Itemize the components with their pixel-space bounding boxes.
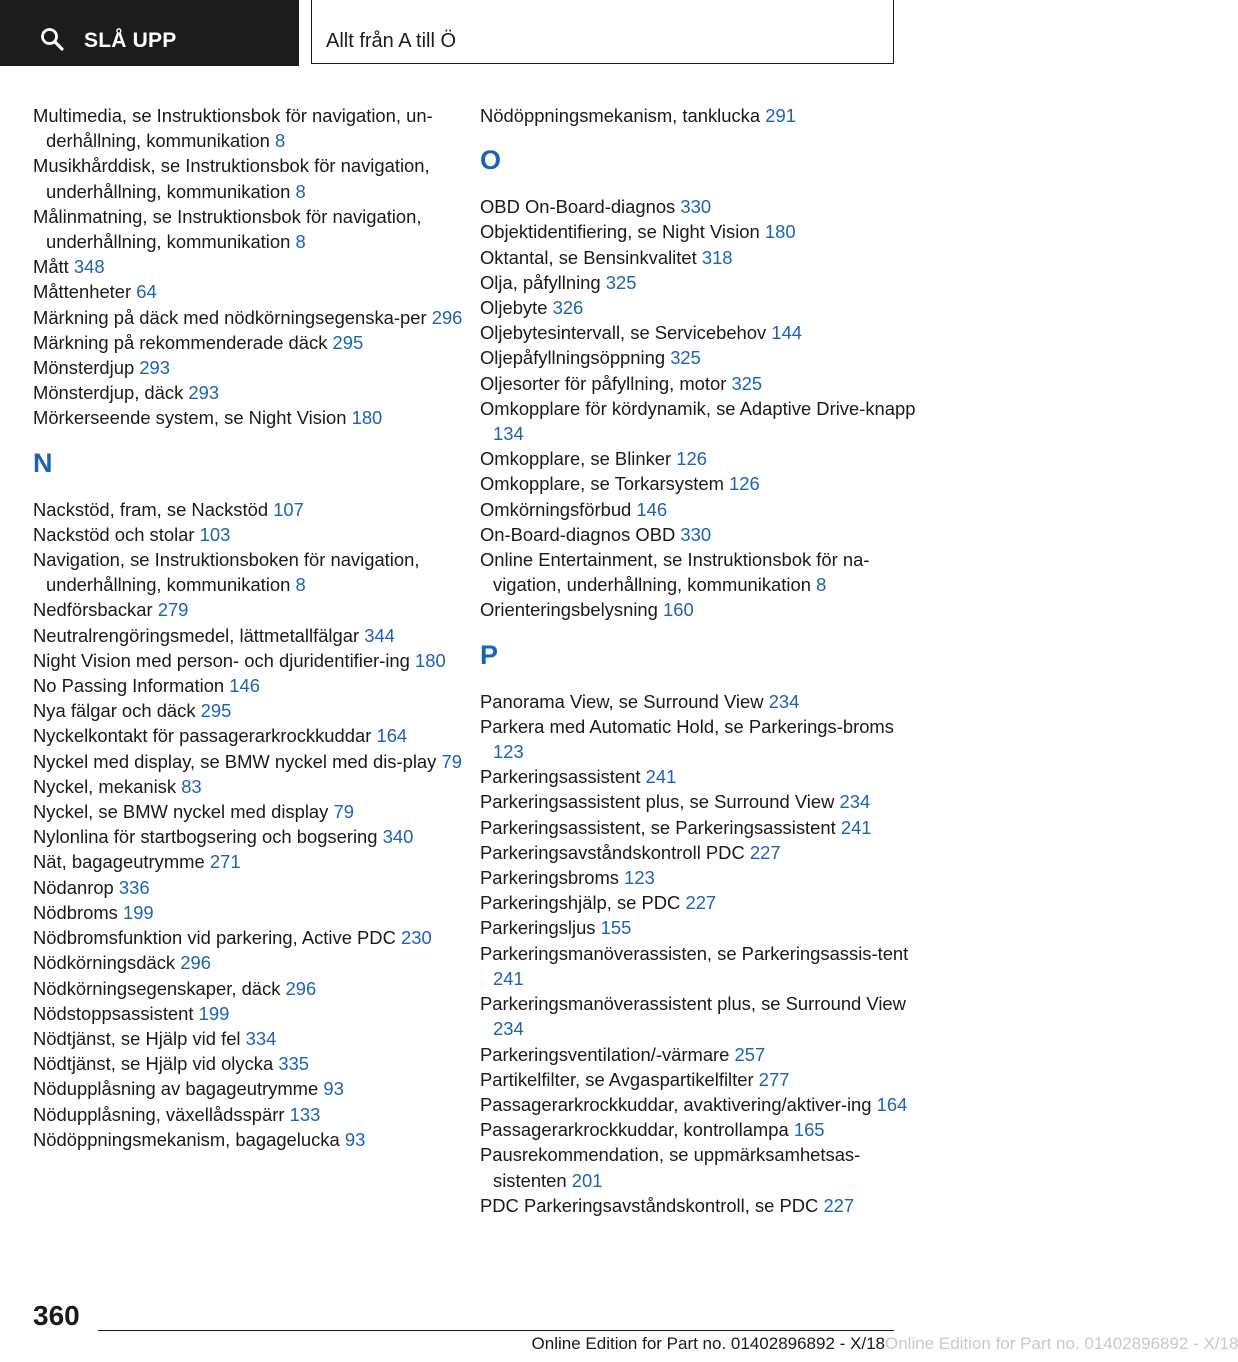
index-entry — [33, 355, 473, 380]
index-entry — [33, 1102, 473, 1127]
index-entry — [480, 764, 920, 789]
index-entry-text: Nödtjänst, se Hjälp vid fel — [33, 1027, 241, 1049]
index-entry — [33, 254, 473, 279]
watermark-text: Online Edition for Part no. 01402896892 - X/18 — [885, 1334, 1238, 1353]
section-letter: N — [33, 447, 53, 478]
page-link[interactable]: 146 — [636, 498, 668, 520]
index-entry — [33, 648, 473, 673]
index-entry-text: Parkeringsmanöverassisten, se Parkeringsassis‐tent — [480, 942, 909, 964]
index-entry — [480, 103, 920, 128]
search-button-label: SLÅ UPP — [84, 29, 177, 52]
index-entry-text: Nödkörningsegenskaper, däck — [33, 977, 281, 999]
index-entry-text: No Passing Information — [33, 675, 225, 697]
page-link[interactable]: 340 — [382, 826, 414, 848]
page-title: Allt från A till Ö — [326, 30, 457, 52]
index-entry-text: Passagerarkrockkuddar, kontrollampa — [480, 1119, 789, 1141]
index-entry — [480, 1193, 920, 1218]
index-entry-text: On-Board-diagnos OBD — [480, 523, 676, 545]
index-entry-text: Partikelfilter, se Avgaspartikelfilter — [480, 1068, 754, 1090]
index-entry-text: Parkeringsmanöverassistent plus, se Surround View — [480, 993, 906, 1015]
page-link[interactable]: 296 — [431, 306, 463, 328]
page-link[interactable]: 293 — [188, 382, 220, 404]
index-entry — [480, 840, 920, 865]
index-entry — [480, 991, 920, 1041]
page-link[interactable]: 330 — [680, 196, 712, 218]
index-entry — [480, 547, 920, 597]
page-link[interactable]: 241 — [493, 967, 524, 989]
index-entry-text: Parkeringsassistent — [480, 766, 641, 788]
index-entry — [33, 305, 473, 330]
index-entry — [480, 1142, 920, 1192]
index-entry-text: Oljepåfyllningsöppning — [480, 347, 666, 369]
index-entry — [480, 714, 920, 764]
page-link[interactable]: 144 — [771, 322, 803, 344]
page-link[interactable]: 180 — [415, 649, 446, 671]
footer-divider — [98, 1330, 894, 1331]
page-link[interactable]: 8 — [295, 574, 306, 596]
index-entry — [480, 890, 920, 915]
page-link[interactable]: 83 — [181, 775, 202, 797]
search-button[interactable] — [0, 0, 299, 66]
index-entry-text: Omkopplare, se Torkarsystem — [480, 473, 724, 495]
index-entry-text: Nödstoppsassistent — [33, 1002, 194, 1024]
index-entry-text: Nödbromsfunktion vid parkering, Active PDC — [33, 927, 396, 949]
page-link[interactable]: 93 — [323, 1078, 344, 1100]
page-link[interactable]: 123 — [493, 741, 524, 763]
page-link[interactable]: 180 — [351, 407, 383, 429]
index-entry-text: Night Vision med person- och djuridentifier‐ing — [33, 649, 410, 671]
index-entry-text: Nylonlina för startbogsering och bogsering — [33, 826, 378, 848]
index-entry — [480, 345, 920, 370]
index-entry — [33, 597, 473, 622]
page-link[interactable]: 318 — [701, 246, 733, 268]
index-entry — [33, 1127, 473, 1152]
top-bar — [0, 0, 960, 66]
index-entry-text: Oktantal, se Bensinkvalitet — [480, 246, 697, 268]
page-link[interactable]: 291 — [765, 105, 796, 126]
index-entry-text: Nyckel, mekanisk — [33, 775, 177, 797]
page-link[interactable]: 126 — [729, 473, 760, 495]
index-entry-text: Passagerarkrockkuddar, avaktivering/aktiver‐ing — [480, 1093, 872, 1115]
index-entry — [33, 623, 473, 648]
index-entry-text: Neutralrengöringsmedel, lättmetallfälgar — [33, 624, 360, 646]
page-link[interactable]: 164 — [876, 1093, 908, 1115]
index-entry — [33, 824, 473, 849]
index-entry-text: Parkeringshjälp, se PDC — [480, 892, 681, 914]
index-entry — [480, 396, 920, 446]
index-entry-text: Nödupplåsning av bagageutrymme — [33, 1078, 319, 1100]
page-link[interactable]: 295 — [332, 331, 364, 353]
page-link[interactable]: 293 — [139, 357, 171, 379]
edition-text: Online Edition for Part no. 01402896892 - X/18 — [531, 1334, 885, 1353]
index-entry — [480, 219, 920, 244]
page-link[interactable]: 271 — [209, 851, 241, 873]
index-entry — [480, 270, 920, 295]
page-link[interactable]: 160 — [663, 599, 694, 621]
page-link[interactable]: 79 — [441, 750, 462, 772]
index-entry-text: Nyckel, se BMW nyckel med display — [33, 801, 329, 823]
page-link[interactable]: 8 — [275, 130, 286, 152]
index-entry — [480, 789, 920, 814]
index-entry-text: Mönsterdjup, däck — [33, 382, 184, 404]
index-entry — [33, 875, 473, 900]
index-entry — [33, 1051, 473, 1076]
page-link[interactable]: 227 — [823, 1194, 855, 1216]
page-link[interactable]: 234 — [493, 1018, 524, 1040]
page-link[interactable]: 257 — [734, 1043, 766, 1065]
page-link[interactable]: 279 — [157, 599, 189, 621]
page-link[interactable]: 344 — [364, 624, 395, 646]
page-link[interactable]: 336 — [118, 876, 150, 898]
page-link[interactable]: 8 — [295, 231, 306, 253]
index-entry-text: Nödkörningsdäck — [33, 952, 176, 974]
page-link[interactable]: 146 — [229, 675, 260, 697]
index-entry-text: Nya fälgar och däck — [33, 700, 196, 722]
page-link[interactable]: 325 — [605, 271, 637, 293]
index-entry-text: Orienteringsbelysning — [480, 599, 658, 621]
index-entry — [480, 371, 920, 396]
index-title-tab[interactable] — [311, 0, 894, 64]
page-link[interactable]: 93 — [344, 1128, 366, 1150]
index-entry — [480, 597, 920, 622]
index-entry — [33, 1001, 473, 1026]
page-link[interactable]: 330 — [680, 523, 712, 545]
index-entry — [33, 497, 473, 522]
index-entry-text: Nödupplåsning, växellådsspärr — [33, 1103, 285, 1125]
index-entry — [480, 941, 920, 991]
index-entry-text: Parkeringsventilation/-värmare — [480, 1043, 730, 1065]
page-link[interactable]: 348 — [73, 256, 105, 278]
index-entry — [480, 915, 920, 940]
index-entry-text: Märkning på däck med nödkörningsegenska‐per — [33, 306, 427, 328]
index-entry — [480, 689, 920, 714]
index-entry-text: Nödöppningsmekanism, tanklucka — [480, 105, 761, 126]
page-link[interactable]: 296 — [285, 977, 317, 999]
page-link[interactable]: 126 — [676, 448, 707, 470]
index-column-left — [33, 103, 473, 1152]
page-link[interactable]: 241 — [645, 766, 677, 788]
index-entry-text: PDC Parkeringsavståndskontroll, se PDC — [480, 1194, 819, 1216]
index-entry-text: Mörkerseende system, se Night Vision — [33, 407, 347, 429]
index-entry-text: Oljebyte — [480, 297, 548, 319]
index-entry — [33, 849, 473, 874]
index-entry-text: Nedförsbackar — [33, 599, 153, 621]
page-number: 360 — [33, 1300, 80, 1331]
page-link[interactable]: 201 — [571, 1169, 603, 1191]
index-entry-text: Märkning på rekommenderade däck — [33, 331, 328, 353]
index-entry — [33, 925, 473, 950]
index-entry-text: Nät, bagageutrymme — [33, 851, 205, 873]
page-link[interactable]: 295 — [200, 700, 232, 722]
index-entry-text: Omkopplare för kördynamik, se Adaptive Drive-knapp — [480, 397, 916, 419]
index-entry — [480, 1117, 920, 1142]
index-entry — [33, 1026, 473, 1051]
index-entry-text: Oljesorter för påfyllning, motor — [480, 372, 727, 394]
index-entry-text: OBD On-Board-diagnos — [480, 196, 676, 218]
index-entry-text: Nackstöd, fram, se Nackstöd — [33, 498, 269, 520]
index-entry — [480, 1067, 920, 1092]
index-entry — [480, 194, 920, 219]
page-link[interactable]: 64 — [136, 281, 157, 303]
index-column-right — [480, 103, 920, 1218]
index-entry — [33, 153, 473, 203]
index-entry-text: Multimedia, se Instruktionsbok för navigation, un‐derhållning, kommunikation — [33, 105, 433, 152]
index-entry-text: Mönsterdjup — [33, 357, 135, 379]
index-entry-text: Nödtjänst, se Hjälp vid olycka — [33, 1053, 274, 1075]
section-letter: O — [480, 145, 502, 176]
index-entry-text: Målinmatning, se Instruktionsbok för navigation, underhållning, kommunikation — [33, 205, 422, 253]
index-entry — [33, 799, 473, 824]
index-entry-text: Nödbroms — [33, 901, 118, 923]
page-link[interactable]: 103 — [199, 523, 231, 545]
page-link[interactable]: 296 — [180, 952, 211, 974]
index-entry-text: Online Entertainment, se Instruktionsbok för na‐vigation, underhållning, kommunikation — [480, 549, 870, 596]
page-link[interactable]: 227 — [749, 841, 781, 863]
page-link[interactable]: 199 — [198, 1002, 230, 1024]
index-entry-text: Nyckelkontakt för passagerarkrockkuddar — [33, 725, 372, 747]
index-entry — [480, 1092, 920, 1117]
index-entry-text: Parkeringsassistent plus, se Surround View — [480, 791, 835, 813]
index-entry — [33, 279, 473, 304]
index-entry — [480, 295, 920, 320]
index-entry-text: Mått — [33, 256, 69, 278]
page-link[interactable]: 334 — [245, 1027, 277, 1049]
index-entry — [480, 320, 920, 345]
index-entry — [480, 497, 920, 522]
page-link[interactable]: 134 — [493, 423, 524, 445]
index-entry-text: Objektidentifiering, se Night Vision — [480, 221, 760, 243]
index-entry-text: Nackstöd och stolar — [33, 523, 195, 545]
page-link[interactable]: 199 — [122, 901, 154, 923]
page-link[interactable]: 180 — [764, 221, 796, 243]
page-link[interactable]: 325 — [731, 372, 763, 394]
page-link[interactable]: 133 — [289, 1103, 321, 1125]
search-icon — [40, 27, 64, 51]
index-entry-text: Måttenheter — [33, 281, 132, 303]
index-entry — [33, 522, 473, 547]
index-entry — [480, 245, 920, 270]
page-link[interactable]: 325 — [670, 347, 701, 369]
index-entry — [33, 1076, 473, 1101]
section-letter: P — [480, 639, 499, 670]
index-entry — [33, 405, 473, 430]
index-entry-text: Nödöppningsmekanism, bagagelucka — [33, 1128, 340, 1150]
index-entry — [33, 673, 473, 698]
page-link[interactable]: 123 — [624, 867, 655, 889]
index-entry — [33, 380, 473, 405]
page-link[interactable]: 227 — [685, 892, 717, 914]
page-link[interactable]: 79 — [333, 801, 354, 823]
index-entry-text: Musikhårddisk, se Instruktionsbok för navigation, underhållning, kommunikation — [33, 155, 430, 202]
page-link[interactable]: 230 — [401, 927, 432, 949]
page-link[interactable]: 241 — [840, 816, 872, 838]
index-entry — [33, 204, 473, 254]
index-entry — [33, 900, 473, 925]
index-entry-text: Omkörningsförbud — [480, 498, 632, 520]
index-entry — [33, 103, 473, 153]
index-entry-text: Parkeringsbroms — [480, 867, 619, 889]
page-link[interactable]: 234 — [768, 690, 800, 712]
index-entry — [480, 865, 920, 890]
index-entry-text: Olja, påfyllning — [480, 271, 601, 293]
index-entry-text: Panorama View, se Surround View — [480, 690, 764, 712]
page-link[interactable]: 8 — [816, 574, 827, 596]
index-entry-text: Parkeringsavståndskontroll PDC — [480, 841, 745, 863]
index-entry — [33, 698, 473, 723]
index-entry-text: Nyckel med display, se BMW nyckel med dis‐play — [33, 750, 437, 772]
index-entry — [33, 547, 473, 597]
index-entry — [33, 950, 473, 975]
index-entry-text: Oljebytesintervall, se Servicebehov — [480, 322, 767, 344]
index-entry — [33, 976, 473, 1001]
index-entry-text: Parkeringsassistent, se Parkeringsassistent — [480, 816, 836, 838]
page-link[interactable]: 107 — [273, 498, 304, 520]
index-entry — [480, 815, 920, 840]
index-entry-text: Navigation, se Instruktionsboken för navigation, underhållning, kommunikation — [33, 549, 420, 596]
page-link[interactable]: 277 — [758, 1068, 790, 1090]
index-entry-text: Nödanrop — [33, 876, 114, 898]
index-entry — [480, 471, 920, 496]
page-link[interactable]: 326 — [552, 297, 584, 319]
index-entry-text: Omkopplare, se Blinker — [480, 448, 672, 470]
index-entry — [33, 749, 473, 774]
index-entry — [480, 522, 920, 547]
index-entry — [480, 446, 920, 471]
page-link[interactable]: 234 — [839, 791, 871, 813]
page-link[interactable]: 335 — [278, 1053, 310, 1075]
index-entry-text: Parkeringsljus — [480, 917, 596, 939]
index-entry — [33, 774, 473, 799]
index-entry — [480, 1042, 920, 1067]
page-link[interactable]: 164 — [376, 725, 408, 747]
page-link[interactable]: 8 — [295, 180, 306, 202]
index-entry-text: Parkera med Automatic Hold, se Parkerings‐broms — [480, 715, 894, 737]
page-link[interactable]: 155 — [600, 917, 632, 939]
index-entry-text: Pausrekommendation, se uppmärksamhetsas‐sistenten — [480, 1144, 861, 1191]
index-entry — [33, 723, 473, 748]
page-link[interactable]: 165 — [793, 1119, 825, 1141]
index-entry — [33, 330, 473, 355]
